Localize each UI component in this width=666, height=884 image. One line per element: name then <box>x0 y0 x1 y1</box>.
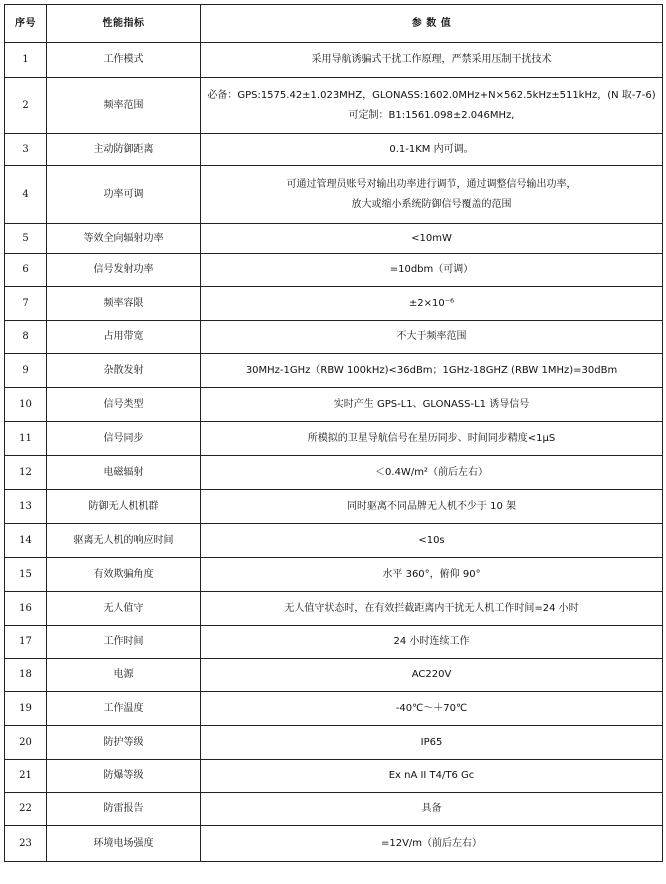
row-indicator: 占用带宽 <box>47 321 201 354</box>
row-number: 20 <box>5 726 47 760</box>
row-value <box>201 224 663 254</box>
row-number: 17 <box>5 626 47 659</box>
row-indicator: 电源 <box>47 659 201 692</box>
table-row <box>5 793 663 826</box>
row-value <box>201 254 663 287</box>
row-number: 14 <box>5 524 47 558</box>
row-indicator: 等效全向辐射功率 <box>47 224 201 254</box>
row-indicator: 信号发射功率 <box>47 254 201 287</box>
row-number: 6 <box>5 254 47 287</box>
row-value-line: 可通过管理员账号对输出功率进行调节，通过调整信号输出功率， <box>286 178 577 190</box>
table-row <box>5 321 663 354</box>
row-number: 23 <box>5 826 47 862</box>
row-value <box>201 592 663 626</box>
row-number: 9 <box>5 354 47 388</box>
table-row <box>5 558 663 592</box>
table-row <box>5 692 663 726</box>
table-row <box>5 254 663 287</box>
header-params: 参 数 值 <box>201 5 663 43</box>
row-value <box>201 726 663 760</box>
table-row <box>5 224 663 254</box>
row-indicator: 频率范围 <box>47 78 201 134</box>
row-value-line: 可定制：B1:1561.098±2.046MHz, <box>348 109 515 121</box>
table-row <box>5 659 663 692</box>
row-number: 18 <box>5 659 47 692</box>
table-row <box>5 760 663 793</box>
row-number: 7 <box>5 287 47 321</box>
row-value-line: 同时驱离不同品牌无人机不少于 10 架 <box>346 500 517 512</box>
row-value-line: =10dbm（可调） <box>389 264 474 275</box>
table-row <box>5 726 663 760</box>
row-number: 13 <box>5 490 47 524</box>
table-row <box>5 354 663 388</box>
table-row <box>5 626 663 659</box>
row-value-line: 所模拟的卫星导航信号在星历同步、时间同步精度<1μS <box>307 432 556 444</box>
table-row <box>5 490 663 524</box>
header-no: 序号 <box>5 5 47 43</box>
row-value <box>201 456 663 490</box>
row-indicator: 有效欺骗角度 <box>47 558 201 592</box>
row-indicator: 驱离无人机的响应时间 <box>47 524 201 558</box>
row-indicator: 防爆等级 <box>47 760 201 793</box>
row-number: 21 <box>5 760 47 793</box>
row-value-line: Ex nA II T4/T6 Gc <box>388 770 475 781</box>
table-row <box>5 422 663 456</box>
row-value <box>201 134 663 166</box>
row-value-line: 无人值守状态时，在有效拦截距离内干扰无人机工作时间=24 小时 <box>284 602 579 614</box>
table-row <box>5 134 663 166</box>
header-indicator: 性能指标 <box>47 5 201 43</box>
row-indicator: 功率可调 <box>47 166 201 224</box>
row-number: 16 <box>5 592 47 626</box>
row-value-line: 0.1-1KM 内可调。 <box>389 143 474 155</box>
row-value-line: <10s <box>418 534 445 546</box>
row-value-line: 水平 360°，俯仰 90° <box>382 568 481 580</box>
row-value-line: -40℃～＋70℃ <box>395 702 468 714</box>
row-value <box>201 793 663 826</box>
row-number: 8 <box>5 321 47 354</box>
row-indicator: 信号同步 <box>47 422 201 456</box>
row-number: 22 <box>5 793 47 826</box>
row-indicator: 工作模式 <box>47 43 201 78</box>
row-value-line: 采用导航诱骗式干扰工作原理，严禁采用压制干扰技术 <box>311 54 552 65</box>
row-number: 15 <box>5 558 47 592</box>
row-indicator: 无人值守 <box>47 592 201 626</box>
row-value-line: IP65 <box>420 736 443 748</box>
row-value <box>201 826 663 862</box>
row-value <box>201 558 663 592</box>
table-row <box>5 166 663 224</box>
row-indicator: 防护等级 <box>47 726 201 760</box>
row-number: 3 <box>5 134 47 166</box>
row-value <box>201 659 663 692</box>
row-value <box>201 760 663 793</box>
row-value <box>201 166 663 224</box>
row-value <box>201 287 663 321</box>
spec-table <box>4 4 663 862</box>
row-indicator: 信号类型 <box>47 388 201 422</box>
row-number: 12 <box>5 456 47 490</box>
row-value-line: 必备：GPS:1575.42±1.023MHZ，GLONASS:1602.0MHz+N×562.5kHz±511kHz，(N 取-7-6) <box>207 89 656 101</box>
row-indicator: 工作温度 <box>47 692 201 726</box>
table-row <box>5 43 663 78</box>
row-value <box>201 692 663 726</box>
row-value <box>201 388 663 422</box>
table-body <box>5 43 663 862</box>
table-row <box>5 826 663 862</box>
table-row <box>5 78 663 134</box>
table-row <box>5 287 663 321</box>
row-value-line: 24 小时连续工作 <box>393 636 470 647</box>
row-value-line: 实时产生 GPS-L1、GLONASS-L1 诱导信号 <box>333 398 530 410</box>
row-value <box>201 354 663 388</box>
row-value <box>201 490 663 524</box>
row-value-line: 放大或缩小系统防御信号覆盖的范围 <box>351 198 512 210</box>
row-number: 10 <box>5 388 47 422</box>
row-number: 4 <box>5 166 47 224</box>
row-value-line: 具备 <box>421 803 442 814</box>
table-row <box>5 388 663 422</box>
row-indicator: 环境电场强度 <box>47 826 201 862</box>
row-value <box>201 78 663 134</box>
row-value-line: <10mW <box>411 232 452 244</box>
row-value <box>201 524 663 558</box>
row-value-line: AC220V <box>411 669 452 680</box>
row-value-line: ±2×10⁻⁶ <box>408 297 455 309</box>
table-row <box>5 456 663 490</box>
row-value-line: 不大于频率范围 <box>396 331 467 342</box>
row-indicator: 电磁辐射 <box>47 456 201 490</box>
row-indicator: 防御无人机机群 <box>47 490 201 524</box>
row-number: 1 <box>5 43 47 78</box>
row-indicator: 工作时间 <box>47 626 201 659</box>
header-row <box>5 5 663 43</box>
row-value <box>201 43 663 78</box>
row-number: 2 <box>5 78 47 134</box>
row-indicator: 频率容限 <box>47 287 201 321</box>
row-value-line: ＜0.4W/m²（前后左右） <box>375 466 488 478</box>
table-row <box>5 524 663 558</box>
table-row <box>5 592 663 626</box>
row-number: 11 <box>5 422 47 456</box>
row-value <box>201 422 663 456</box>
row-value-line: =12V/m（前后左右） <box>380 837 483 849</box>
row-number: 5 <box>5 224 47 254</box>
row-value <box>201 321 663 354</box>
row-indicator: 杂散发射 <box>47 354 201 388</box>
row-number: 19 <box>5 692 47 726</box>
row-value <box>201 626 663 659</box>
row-indicator: 主动防御距离 <box>47 134 201 166</box>
row-indicator: 防雷报告 <box>47 793 201 826</box>
row-value-line: 30MHz-1GHz（RBW 100kHz)<36dBm；1GHz-18GHZ (RBW 1MHz)=30dBm <box>245 364 618 376</box>
